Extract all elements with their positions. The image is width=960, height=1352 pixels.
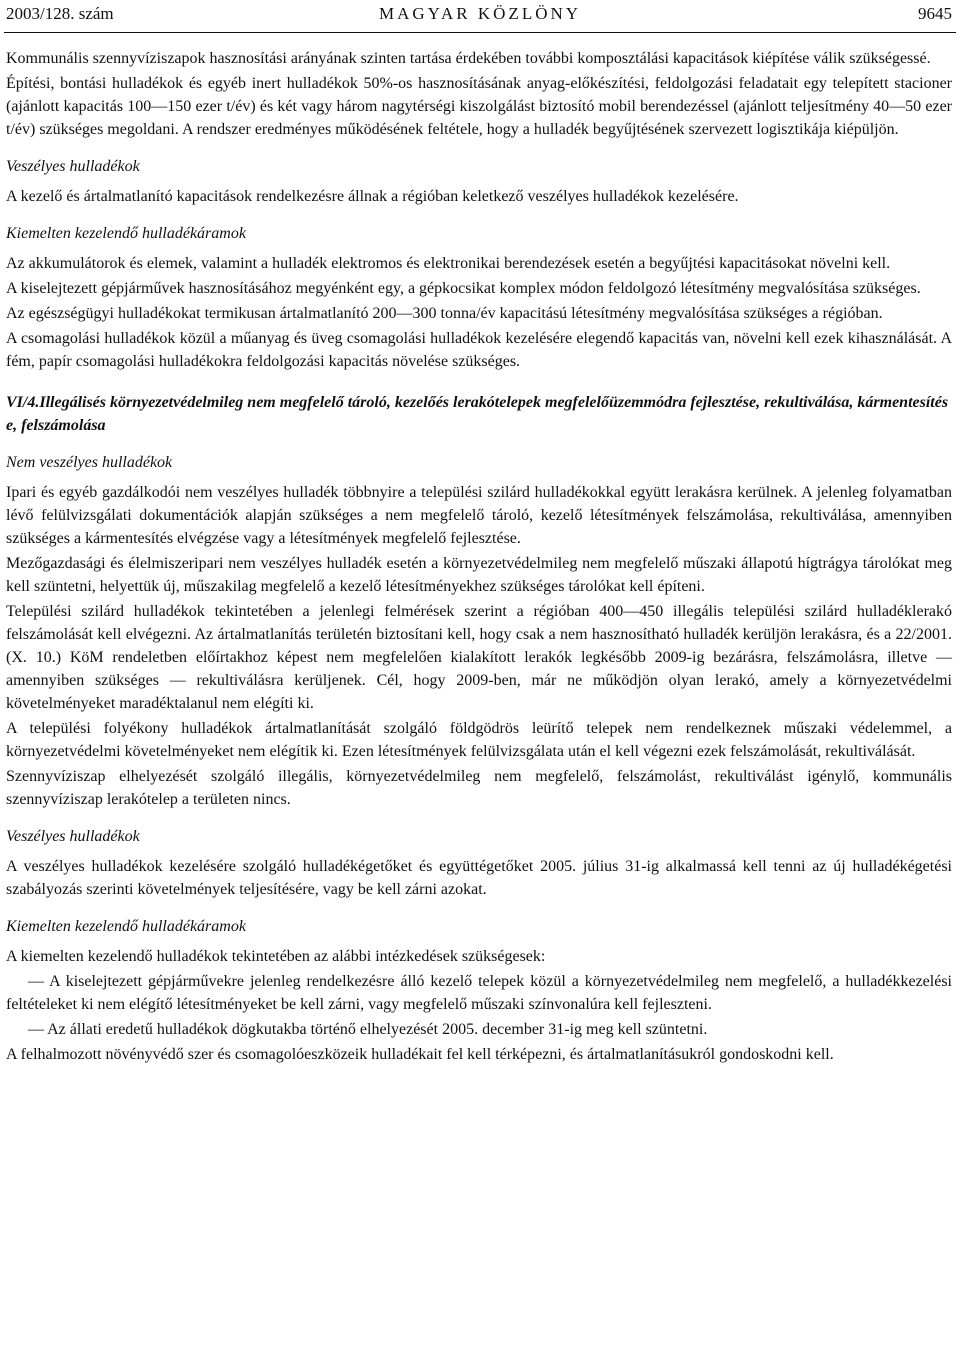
journal-title: MAGYAR KÖZLÖNY <box>378 4 582 23</box>
subheading: Veszélyes hulladékok <box>6 158 140 175</box>
list-item: — Az állati eredetű hulladékok dögkutakba történő elhelyezését 2005. december 31-ig meg kell szüntetni. <box>28 1021 708 1038</box>
page-content <box>4 47 956 1066</box>
paragraph: Az egészségügyi hulladékokat termikusan ártalmatlanító 200—300 tonna/év kapacitású létesítmény megvalósítása szükséges a régióban. <box>6 305 883 322</box>
paragraph: A veszélyes hulladékok kezelésére szolgáló hulladékégetőket és együttégetőket 2005. július 31-ig alkalmassá kell tenni az új hulladékégetési szabályozás szerinti követelmények teljesítésére, vagy be kell zárni azokat. <box>6 858 952 898</box>
header-rule <box>4 32 956 33</box>
paragraph: A kiemelten kezelendő hulladékok tekintetében az alábbi intézkedések szükségesek: <box>6 948 546 965</box>
paragraph: Építési, bontási hulladékok és egyéb inert hulladékok 50%-os hasznosításának anyag-előkészítési, feldolgozási feladatait egy telepített stacioner (ajánlott kapacitás 100—150 ezer t/év) és két vagy három nagytérségi kiszolgálást biztosító mobil berendezéssel (ajánlott teljesítmény 40—50 ezer t/év) szükséges megoldani. A rendszer eredményes működésének feltétele, hogy a hulladék begyűjtésének szervezett logisztikája kiépüljön. <box>6 75 952 138</box>
subheading: Kiemelten kezelendő hulladékáramok <box>6 225 246 242</box>
section-title: VI/4.Illegálisés környezetvédelmileg nem megfelelő tároló, kezelőés lerakótelepek megfelelőüzemmódra fejlesztése, rekultiválása, kármentesítése, felszámolása <box>6 394 949 434</box>
paragraph: Települési szilárd hulladékok tekintetében a jelenlegi felmérések szerint a régióban 400—450 illegális települési szilárd hulladéklerakó felszámolását kell elvégezni. Az ártalmatlanítás területén biztosítani kell, hogy csak a nem hasznosítható hulladék kerüljön lerakásra, és a 22/2001. (X. 10.) KöM rendeletben előírtakhoz képest nem megfelelően kialakított lerakók legkésőbb 2009-ig bezárásra, felszámolásra, illetve — amennyiben szükséges — rekultiválásra kerüljenek. Cél, hogy 2009-ben, már ne működjön olyan lerakó, amely a környezetvédelmi követelményeket maradéktalanul nem elégíti ki. <box>6 603 952 712</box>
document-page <box>0 2 960 1352</box>
paragraph: A kezelő és ártalmatlanító kapacitások rendelkezésre állnak a régióban keletkező veszélyes hulladékok kezelésére. <box>6 188 739 205</box>
paragraph: Kommunális szennyvíziszapok hasznosítási arányának szinten tartása érdekében további komposztálási kapacitások kiépítése válik szükségessé. <box>6 50 931 67</box>
subheading: Veszélyes hulladékok <box>6 828 140 845</box>
list-item: — A kiselejtezett gépjárművekre jelenleg rendelkezésre álló kezelő telepek közül a környezetvédelmileg nem megfelelő, a hulladékkezelési feltételeket ki nem elégítő létesítményeket be kell zárni, vagy megfelelő műszaki színvonalúra kell fejleszteni. <box>6 973 952 1013</box>
page-number: 9645 <box>918 4 952 23</box>
paragraph: Ipari és egyéb gazdálkodói nem veszélyes hulladék többnyire a települési szilárd hulladékokkal együtt lerakásra kerülnek. A jelenleg folyamatban lévő felülvizsgálati dokumentációk alapján szükséges a nem megfelelő tároló, kezelő létesítmények felszámolása, rekultiválása, amennyiben szükséges a kármentesítés elvégzése vagy a létesítmények megfelelő fejlesztése. <box>6 484 952 547</box>
paragraph: Szennyvíziszap elhelyezését szolgáló illegális, környezetvédelmileg nem megfelelő, felszámolást, rekultiválást igénylő, kommunális szennyvíziszap lerakótelep a területen nincs. <box>6 768 952 808</box>
issue-number: 2003/128. szám <box>6 4 114 23</box>
paragraph: Az akkumulátorok és elemek, valamint a hulladék elektromos és elektronikai berendezések esetén a begyűjtési kapacitásokat növelni kell. <box>6 255 891 272</box>
paragraph: Mezőgazdasági és élelmiszeripari nem veszélyes hulladék esetén a környezetvédelmileg nem megfelelő műszaki állapotú hígtrágya tárolókat meg kell szüntetni, helyettük új, műszakilag megfelelő a kezelő létesítményekhez szükséges tárolókat kell építeni. <box>6 555 952 595</box>
paragraph: A települési folyékony hulladékok ártalmatlanítását szolgáló földgödrös leürítő telepek nem rendelkeznek műszaki védelemmel, a környezetvédelmi követelményeket nem elégítik ki. Ezen létesítmények felülvizsgálata után el kell végezni ezek felszámolását, rekultiválását. <box>6 720 952 760</box>
paragraph: A kiselejtezett gépjárművek hasznosításához megyénként egy, a gépkocsikat komplex módon feldolgozó létesítmény megvalósítása szükséges. <box>6 280 921 297</box>
subheading: Nem veszélyes hulladékok <box>6 454 173 471</box>
page-header <box>4 2 956 26</box>
paragraph: A felhalmozott növényvédő szer és csomagolóeszközeik hulladékait fel kell térképezni, és ártalmatlanításukról gondoskodni kell. <box>6 1046 834 1063</box>
subheading: Kiemelten kezelendő hulladékáramok <box>6 918 246 935</box>
paragraph: A csomagolási hulladékok közül a műanyag és üveg csomagolási hulladékok kezelésére elegendő kapacitás van, növelni kell ezek kihasználását. A fém, papír csomagolási hulladékokra feldolgozási kapacitás növelése szükséges. <box>6 330 952 370</box>
